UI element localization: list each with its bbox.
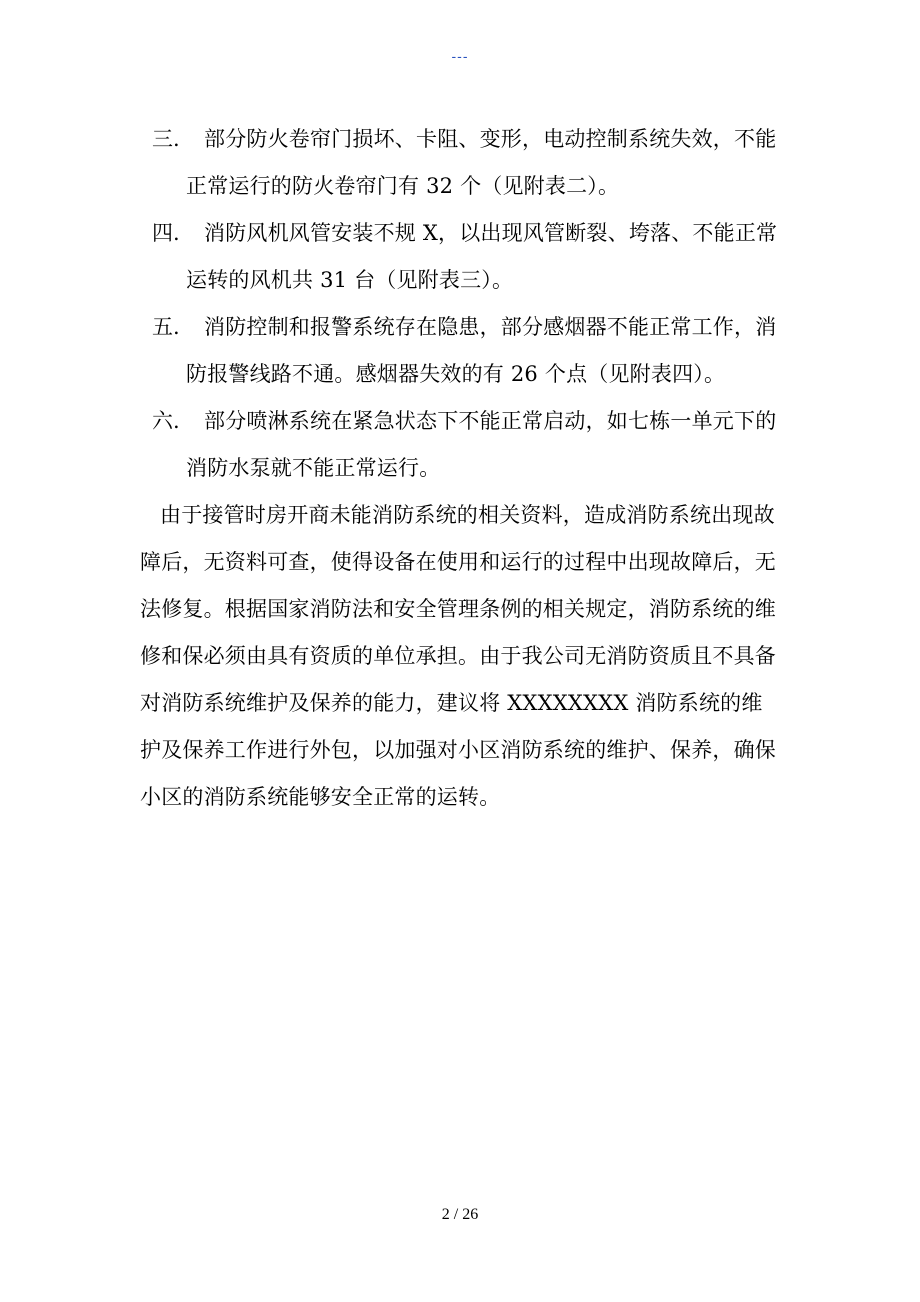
list-item-text-line-1: 部分防火卷帘门损坏、卡阻、变形，电动控制系统失效，不能 (204, 127, 777, 151)
list-item (0, 398, 920, 492)
list-item-number: 四. (152, 221, 180, 245)
document-body (0, 116, 920, 821)
list-item-text-line-2: 运转的风机共 31 台（见附表三）。 (186, 268, 514, 292)
paragraph-line: 障后，无资料可查，使得设备在使用和运行的过程中出现故障后，无 (140, 550, 776, 574)
list-item-text-line-1: 消防控制和报警系统存在隐患，部分感烟器不能正常工作，消 (204, 315, 777, 339)
list-item-number: 三. (152, 127, 180, 151)
list-item (0, 116, 920, 210)
list-item-text-line-1: 消防风机风管安装不规 X，以出现风管断裂、垮落、不能正常 (204, 221, 778, 245)
paragraph-line: 法修复。根据国家消防法和安全管理条例的相关规定，消防系统的维 (140, 597, 776, 621)
body-paragraph (140, 492, 782, 821)
list-item-number: 五. (152, 315, 180, 339)
list-item-text-line-1: 部分喷淋系统在紧急状态下不能正常启动，如七栋一单元下的 (204, 409, 777, 433)
paragraph-line: 对消防系统维护及保养的能力，建议将 XXXXXXXX 消防系统的维 (140, 691, 763, 715)
paragraph-line: 修和保必须由具有资质的单位承担。由于我公司无消防资质且不具备 (140, 644, 776, 668)
list-item (0, 210, 920, 304)
list-item-text-line-2: 防报警线路不通。感烟器失效的有 26 个点（见附表四）。 (186, 362, 726, 386)
page-number: 2 / 26 (441, 1206, 479, 1223)
list-item-text-line-2: 消防水泵就不能正常运行。 (186, 456, 441, 480)
header-mark: --- (451, 48, 469, 64)
list-item-text-line-2: 正常运行的防火卷帘门有 32 个（见附表二）。 (186, 174, 620, 198)
list-item (0, 304, 920, 398)
paragraph-line: 由于接管时房开商未能消防系统的相关资料，造成消防系统出现故 (160, 503, 775, 527)
list-item-number: 六. (152, 409, 180, 433)
paragraph-line: 护及保养工作进行外包，以加强对小区消防系统的维护、保养，确保 (140, 738, 776, 762)
paragraph-line: 小区的消防系统能够安全正常的运转。 (140, 785, 501, 809)
